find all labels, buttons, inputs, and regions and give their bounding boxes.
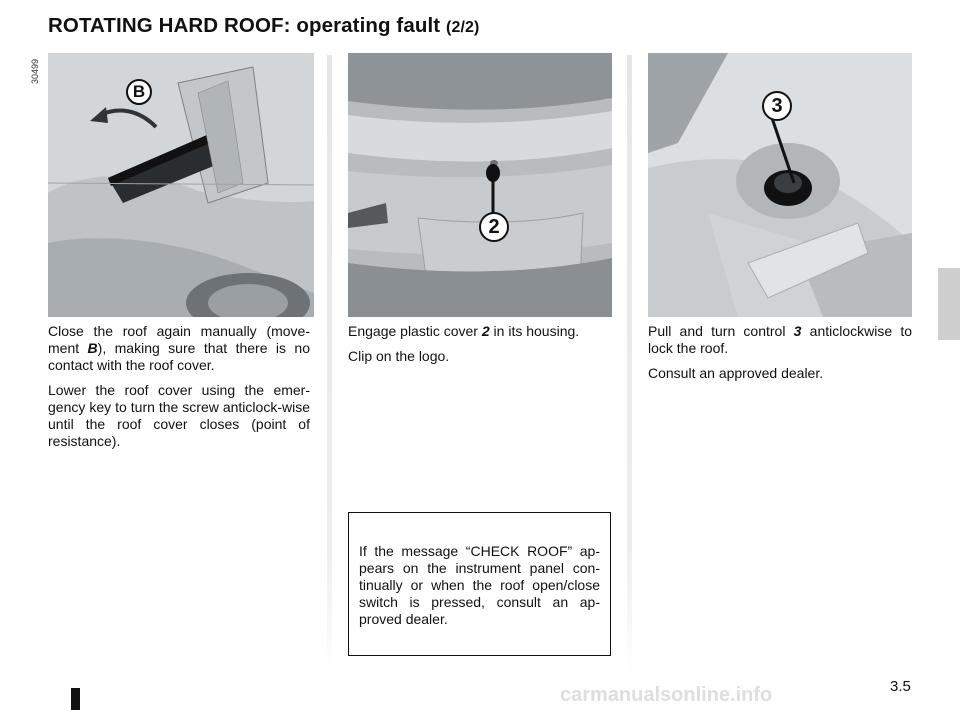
section-tab (938, 268, 960, 340)
paragraph-consult-dealer: Consult an approved dealer. (648, 365, 824, 381)
roof-movement-arrow-icon (88, 103, 158, 133)
callout-2: 2 (479, 212, 509, 242)
figure-roof-manual-close (48, 53, 314, 317)
callout-3: 3 (762, 91, 792, 121)
note-text: If the message “CHECK ROOF” ap-pears on the instrument panel con-tinually or when the roof open/close switch is pressed, consult an ap-proved dealer. (359, 543, 600, 627)
page-number: 3.5 (890, 678, 911, 695)
paragraph-clip-logo: Clip on the logo. (348, 348, 450, 364)
title-page-indicator: (2/2) (446, 19, 480, 36)
paragraph-pull-turn: Pull and turn control 3 anticlockwise to lock the roof. (648, 323, 913, 356)
column-2-text (348, 323, 610, 373)
callout-B: B (126, 79, 152, 105)
column-1-text (48, 323, 310, 458)
column-3-text (648, 323, 912, 390)
page-title: ROTATING HARD ROOF: operating fault (2/2) (48, 14, 480, 37)
paragraph-engage-cover: Engage plastic cover 2 in its housing. (348, 323, 580, 339)
paragraph-close-roof: Close the roof again manually (move-ment B), making sure that there is no contact with the roof cover. (48, 323, 311, 373)
paragraph-lower-cover: Lower the roof cover using the emer-gency key to turn the screw anticlock-wise until the roof cover closes (point of resistance). (48, 382, 310, 449)
figure-roof-control (648, 53, 912, 317)
page-marker (71, 688, 80, 710)
column-separator-1 (327, 55, 332, 675)
note-box (348, 512, 611, 656)
figure-plastic-cover (348, 53, 612, 317)
column-separator-2 (627, 55, 632, 675)
watermark: carmanualsonline.info (560, 684, 773, 706)
figure-ref-1: 30499 (30, 58, 40, 84)
